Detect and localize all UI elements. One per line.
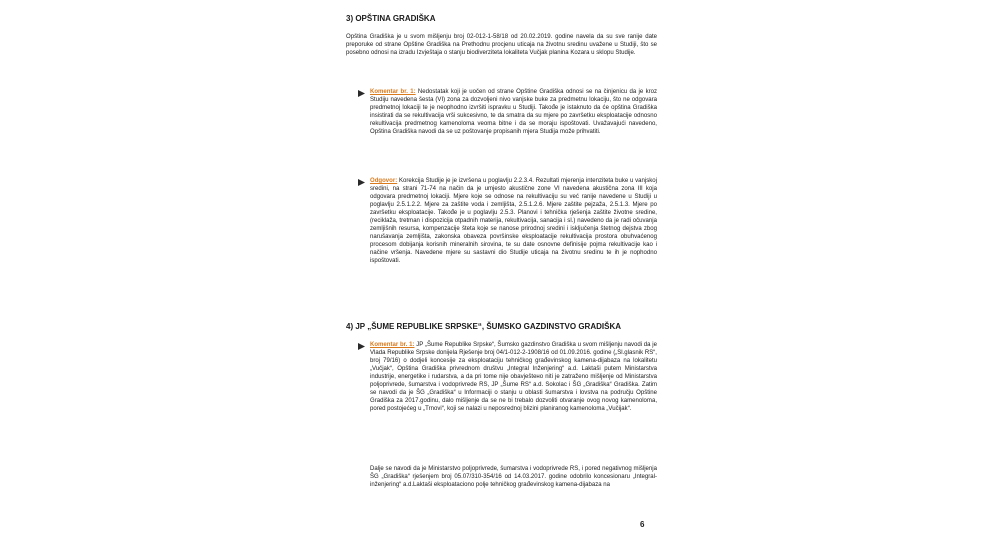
arrow-bullet-icon (358, 90, 365, 97)
comment-label: Komentar br. 1: (370, 89, 416, 95)
arrow-bullet-icon (358, 343, 365, 350)
comment-label: Komentar br. 1: (370, 342, 415, 348)
section-3-comment (370, 88, 657, 136)
section-3-answer (370, 177, 657, 266)
section-3-intro: Opština Gradiška je u svom mišljenju broj 02-012-1-58/18 od 20.02.2019. godine navela da su sve ranije date preporuke od strane Opštine Gradiška na Prethodnu procjenu uticaja na životnu sredinu uvažene u Studiji, što se posebno odnosi na izradu Izvještaja o stanju biodiverziteta lokaliteta Vučjak planina Kozara u sklopu Studije. (346, 34, 657, 57)
document-page (322, 0, 658, 537)
section-4-paragraph-2: Dalje se navodi da je Ministarstvo poljoprivrede, šumarstva i vodoprivrede RS, i pored negativnog mišljenja ŠG „Gradiška“ rješenjem broj 05.07/310-354/16 od 14.03.2017. godine odobrilo koncesionaru „Integral-inženjering“ a.d.Laktaši eksploataciono polje tehničkog građevinskog kamena-dijabaza na (370, 466, 657, 489)
section-4-heading: 4) JP „ŠUME REPUBLIKE SRPSKE“, ŠUMSKO GAZDINSTVO GRADIŠKA (346, 322, 621, 331)
arrow-bullet-icon (358, 179, 365, 186)
comment-text: Nedostatak koji je uočen od strane Opštine Gradiška odnosi se na činjenicu da je kroz Studiju navedena šesta (VI) zona za dozvoljeni nivo vanjske buke za predmetnu lokaciju, što ne odgovara predmetnoj lokaciji te je neophodno izvršiti ispravku u Studiji. Takođe je istaknuto da će opština Gradiška insistirati da se rekultivacija vrši sukcesivno, te da smatra da su mjere po završetku eksploatacije odnosno rekultivacija predmetnog kamenoloma veoma bitne i da se moraju ispoštovati. Uvažavajući navedeno, Opština Gradiška navodi da se uz poštovanje propisanih mjera Studija može prihvatiti. (370, 89, 657, 136)
answer-label: Odgovor: (370, 178, 398, 184)
answer-text: Korekcija Studije je je izvršena u poglavlju 2.2.3.4. Rezultati mjerenja intenziteta buke u vanjskoj sredini, na strani 71-74 na način da je umjesto akustične zone VI navedena akustična zona III koja odgovara predmetnoj lokaciji. Mjere koje se odnose na rekultivaciju su već ranije navedene u Studiji u poglavlju 2.5.1.2.2. Mjere za zaštite voda i zemljišta, 2.5.1.2.6. Mjere zaštite pejzaža, 2.5.1.3. Mjere po završetku eksploatacije. Takođe je u poglavlju 2.5.3. Planovi i tehnička rješenja zaštite životne sredine, (reciklaža, tretman i dispozicija otpadnih materija, rekultivacija, sanacija i sl.) navedeno da je radi očuvanja zemljišnih resursa, kompenzacije šteta koje se nanose prirodnoj sredini i isključenja štetnog dejstva zbog narušavanja zemljišta, zakonska obaveza površinske eksploatacije rekultivacija prostora obuhvaćenog procesom dobijanja korisnih mineralnih sirovina, te su date osnovne definisije pojma rekultivacije kao i načine vršenja. Navedene mjere su sastavni dio Studije uticaja na životnu sredinu te ih je nophodno ispoštovati. (370, 178, 657, 265)
section-3-heading: 3) OPŠTINA GRADIŠKA (346, 14, 436, 23)
section-4-comment (370, 341, 657, 413)
comment-text: JP „Šume Republike Srpske“, Šumsko gazdinstvo Gradiška u svom mišljenju navodi da je Vlada Republike Srpske donijela Rješenje broj 04/1-012-2-1908/16 od 01.09.2016. godine („Sl.glasnik RS“, broj 79/16) o dodjeli koncesije za eksploataciju tehničkog građevinskog kamena-dijabaza na lokalitetu „Vučjak“, Opština Gradiška privrednom društvu „Integral Inženjering“ a.d. Laktaši putem Ministarstva industrije, energetike i rudarstva, a da pri tome nije obavještено niti je zatraženo mišljenje od Ministarstva poljoprivrede, šumarstva i vodoprivrede RS, JP „Šume RS“ a.d. Sokolac i ŠG „Gradiška“ Gradiška. Zatim se navodi da je ŠG „Gradiška“ u Informaciji o stanju u oblasti šumarstva i lovstva na području Opštine Gradiška za 2017.godinu, dalo mišljenje da se ne bi trebalo dozvoliti otvaranje ovog novog kamenoloma, pored postojećeg u „Trnovi“, koji se nalazi u neposrednoj blizini planiranog kamenoloma „Vučijak“. (370, 342, 657, 413)
page-number: 6 (640, 520, 645, 529)
